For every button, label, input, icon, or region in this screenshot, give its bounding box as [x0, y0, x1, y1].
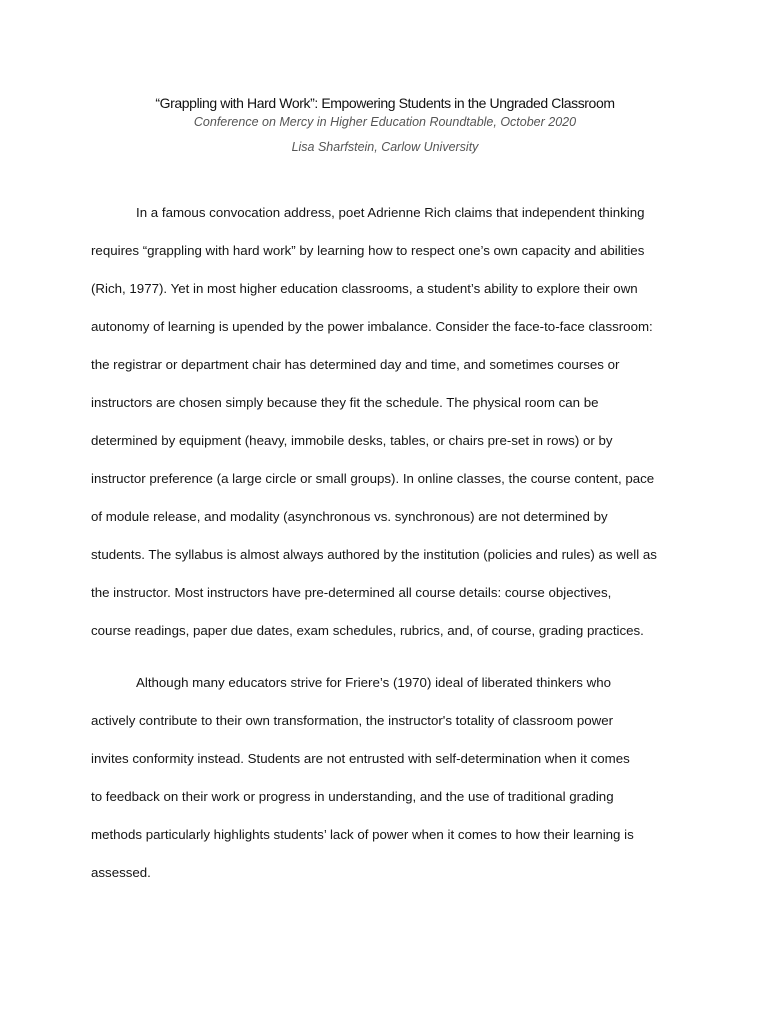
- text-line: actively contribute to their own transformation, the instructor's totality of classroom power: [91, 713, 614, 728]
- text-line: methods particularly highlights students’ lack of power when it comes to how their learning is: [91, 827, 634, 842]
- text-line: requires “grappling with hard work” by learning how to respect one’s own capacity and abilities: [91, 243, 645, 258]
- text-line: In a famous convocation address, poet Adrienne Rich claims that independent thinking: [136, 205, 645, 220]
- text-line: course readings, paper due dates, exam schedules, rubrics, and, of course, grading practices.: [91, 623, 644, 638]
- text-line: students. The syllabus is almost always authored by the institution (policies and rules) as well as: [91, 547, 657, 562]
- text-line: assessed.: [91, 865, 151, 880]
- text-line: Although many educators strive for Friere’s (1970) ideal of liberated thinkers who: [136, 675, 611, 690]
- text-line: determined by equipment (heavy, immobile desks, tables, or chairs pre-set in rows) or by: [91, 433, 613, 448]
- text-line: (Rich, 1977). Yet in most higher education classrooms, a student’s ability to explore their own: [91, 281, 638, 296]
- paragraph-1: [91, 204, 691, 660]
- text-line: instructors are chosen simply because they fit the schedule. The physical room can be: [91, 395, 599, 410]
- text-line: invites conformity instead. Students are not entrusted with self-determination when it comes: [91, 751, 630, 766]
- document-title: “Grappling with Hard Work”: Empowering Students in the Ungraded Classroom: [155, 95, 615, 111]
- text-line: instructor preference (a large circle or small groups). In online classes, the course content, pace: [91, 471, 655, 486]
- paragraph-2: [91, 674, 691, 902]
- text-line: of module release, and modality (asynchronous vs. synchronous) are not determined by: [91, 509, 608, 524]
- conference-line: Conference on Mercy in Higher Education Roundtable, October 2020: [193, 115, 577, 129]
- author-line: Lisa Sharfstein, Carlow University: [291, 140, 479, 154]
- text-line: autonomy of learning is upended by the power imbalance. Consider the face-to-face classroom:: [91, 319, 653, 334]
- text-line: the registrar or department chair has determined day and time, and sometimes courses or: [91, 357, 620, 372]
- text-line: the instructor. Most instructors have pre-determined all course details: course objectives,: [91, 585, 612, 600]
- text-line: to feedback on their work or progress in understanding, and the use of traditional grading: [91, 789, 614, 804]
